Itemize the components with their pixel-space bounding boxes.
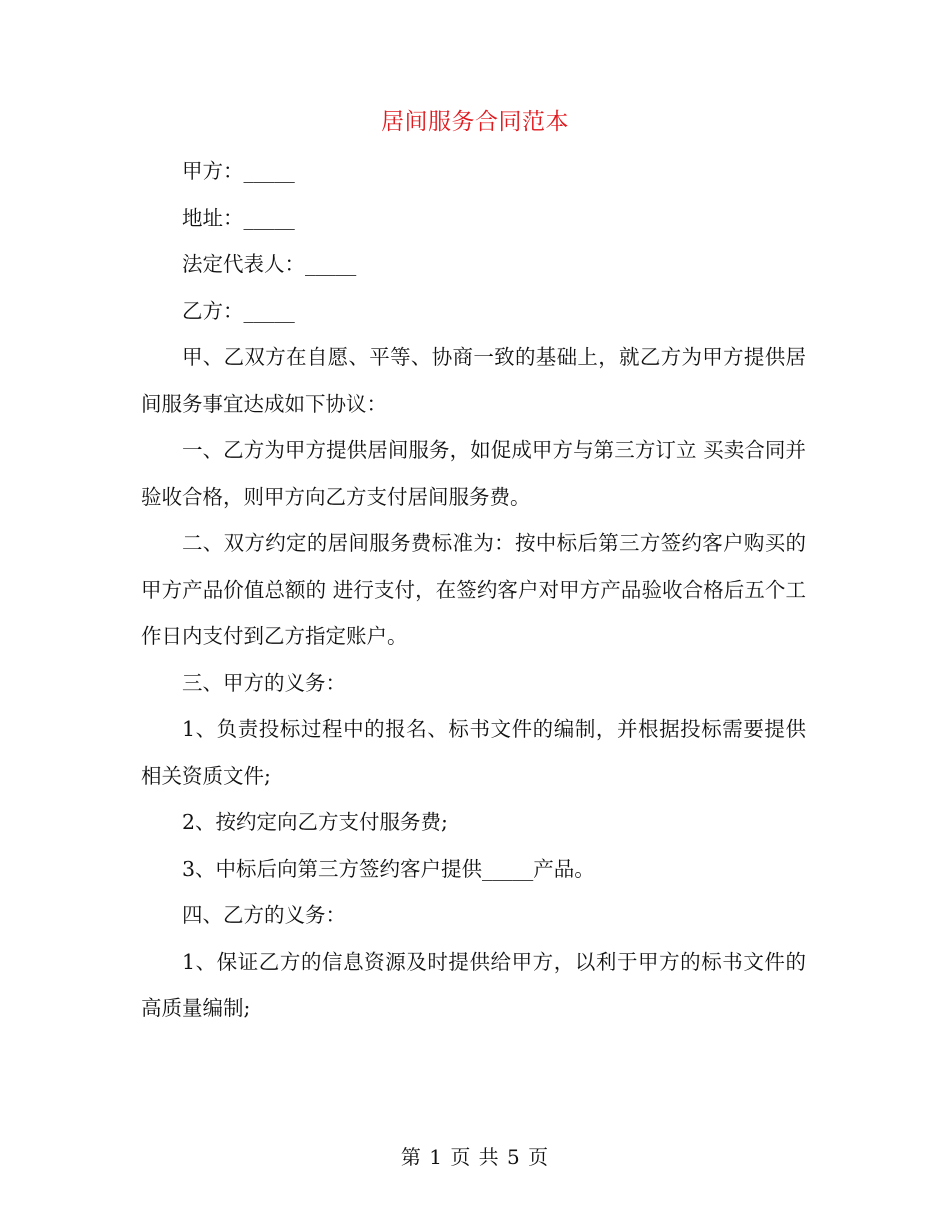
page-number-footer: 第 1 页 共 5 页	[400, 1145, 550, 1169]
clause-4-heading: 四、乙方的义务：	[182, 903, 346, 927]
clause-1-paragraph: 一、乙方为甲方提供居间服务，如促成甲方与第三方订立 买卖合同并验收合格，则甲方向乙方支付居间服务费。	[141, 438, 806, 509]
party-a-duty-3: 3、中标后向第三方签约客户提供_____产品。	[182, 856, 595, 881]
legal-representative-line: 法定代表人：_____	[182, 252, 357, 276]
preamble-paragraph: 甲、乙双方在自愿、平等、协商一致的基础上，就乙方为甲方提供居间服务事宜达成如下协议：	[141, 345, 806, 416]
party-a-duty-2: 2、按约定向乙方支付服务费;	[182, 810, 448, 834]
party-b-line: 乙方：_____	[182, 298, 295, 323]
clause-2-paragraph: 二、双方约定的居间服务费标准为：按中标后第三方签约客户购买的甲方产品价值总额的 进行支付，在签约客户对甲方产品验收合格后五个工作日内支付到乙方指定账户。	[141, 531, 806, 648]
party-b-duty-1: 1、保证乙方的信息资源及时提供给甲方，以利于甲方的标书文件的高质量编制;	[141, 949, 806, 1020]
clause-3-heading: 三、甲方的义务：	[182, 670, 346, 695]
address-line: 地址：_____	[182, 205, 295, 230]
document-title: 居间服务合同范本	[381, 109, 569, 135]
party-a-duty-1: 1、负责投标过程中的报名、标书文件的编制，并根据投标需要提供相关资质文件;	[141, 717, 806, 788]
party-a-line: 甲方：_____	[182, 159, 295, 183]
document-body	[141, 148, 806, 1032]
